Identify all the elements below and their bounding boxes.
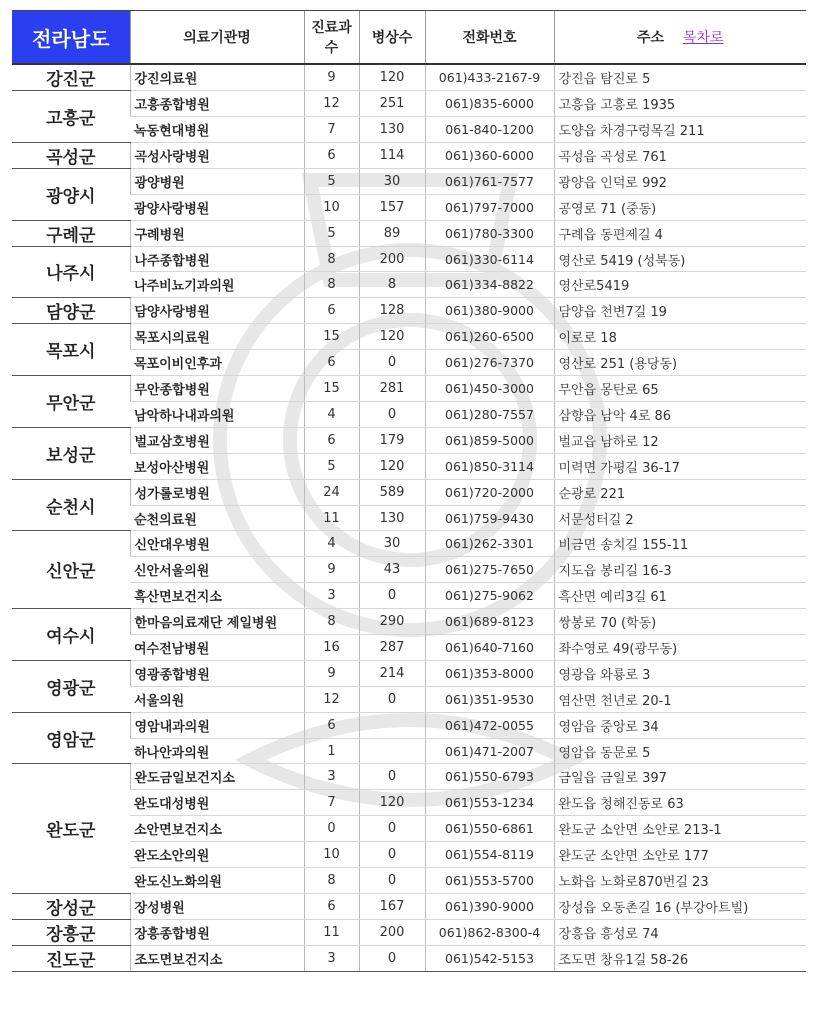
table-row	[12, 505, 806, 531]
phone-cell: 061)720-2000	[425, 479, 554, 505]
table-header-row	[12, 11, 806, 65]
departments-cell: 12	[304, 686, 359, 712]
institution-name-cell: 보성아산병원	[130, 453, 304, 479]
header-departments: 진료과수	[304, 11, 359, 65]
institution-name-cell: 장성병원	[130, 893, 304, 919]
table-row	[12, 893, 806, 919]
beds-cell: 281	[359, 376, 425, 402]
address-cell: 미력면 가평길 36-17	[554, 453, 806, 479]
beds-cell: 0	[359, 583, 425, 609]
table-row	[12, 531, 806, 557]
phone-cell: 061)850-3114	[425, 453, 554, 479]
beds-cell	[359, 712, 425, 738]
departments-cell: 10	[304, 842, 359, 868]
institution-name-cell: 강진의료원	[130, 64, 304, 91]
phone-cell: 061)275-7650	[425, 557, 554, 583]
table-row	[12, 842, 806, 868]
hospital-list-sheet	[12, 10, 806, 972]
phone-cell: 061)780-3300	[425, 220, 554, 246]
header-beds: 병상수	[359, 11, 425, 65]
address-cell: 흑산면 예리3길 61	[554, 583, 806, 609]
beds-cell: 179	[359, 427, 425, 453]
region-cell: 신안군	[12, 531, 130, 609]
institution-name-cell: 담양사랑병원	[130, 298, 304, 324]
table-row	[12, 635, 806, 661]
address-cell: 영암읍 중앙로 34	[554, 712, 806, 738]
institution-name-cell: 영광종합병원	[130, 660, 304, 686]
phone-cell: 061)334-8822	[425, 272, 554, 298]
address-cell: 완도군 소안면 소안로 177	[554, 842, 806, 868]
departments-cell: 3	[304, 945, 359, 971]
table-row	[12, 298, 806, 324]
departments-cell: 6	[304, 142, 359, 168]
departments-cell: 5	[304, 453, 359, 479]
institution-name-cell: 남악하나내과의원	[130, 402, 304, 428]
departments-cell: 12	[304, 91, 359, 117]
address-cell: 완도읍 청해진동로 63	[554, 790, 806, 816]
address-cell: 삼향읍 남악 4로 86	[554, 402, 806, 428]
table-row	[12, 712, 806, 738]
table-row	[12, 91, 806, 117]
table-row	[12, 246, 806, 272]
address-cell: 공영로 71 (중동)	[554, 194, 806, 220]
departments-cell: 11	[304, 919, 359, 945]
departments-cell: 8	[304, 609, 359, 635]
phone-cell: 061)859-5000	[425, 427, 554, 453]
institution-name-cell: 완도대성병원	[130, 790, 304, 816]
table-row	[12, 376, 806, 402]
address-cell: 장흥읍 흥성로 74	[554, 919, 806, 945]
departments-cell: 6	[304, 298, 359, 324]
departments-cell: 3	[304, 764, 359, 790]
table-row	[12, 427, 806, 453]
address-cell: 좌수영로 49(광무동)	[554, 635, 806, 661]
departments-cell: 8	[304, 246, 359, 272]
institution-name-cell: 광양병원	[130, 168, 304, 194]
phone-cell: 061)554-8119	[425, 842, 554, 868]
institution-name-cell: 구례병원	[130, 220, 304, 246]
table-row	[12, 738, 806, 764]
departments-cell: 7	[304, 790, 359, 816]
departments-cell: 7	[304, 116, 359, 142]
beds-cell: 0	[359, 842, 425, 868]
address-cell: 장성읍 오동촌길 16 (부강아트빌)	[554, 893, 806, 919]
table-row	[12, 816, 806, 842]
institution-name-cell: 광양사랑병원	[130, 194, 304, 220]
beds-cell: 89	[359, 220, 425, 246]
beds-cell: 157	[359, 194, 425, 220]
table-row	[12, 64, 806, 91]
beds-cell: 43	[359, 557, 425, 583]
phone-cell: 061)759-9430	[425, 505, 554, 531]
phone-cell: 061)640-7160	[425, 635, 554, 661]
institution-name-cell: 고흥종합병원	[130, 91, 304, 117]
institution-name-cell: 벌교삼호병원	[130, 427, 304, 453]
institution-name-cell: 무안종합병원	[130, 376, 304, 402]
institution-name-cell: 목포이비인후과	[130, 350, 304, 376]
region-cell: 완도군	[12, 764, 130, 893]
region-cell: 보성군	[12, 427, 130, 479]
departments-cell: 4	[304, 531, 359, 557]
table-row	[12, 764, 806, 790]
departments-cell: 15	[304, 324, 359, 350]
departments-cell: 1	[304, 738, 359, 764]
departments-cell: 6	[304, 893, 359, 919]
phone-cell: 061-840-1200	[425, 116, 554, 142]
address-cell: 완도군 소안면 소안로 213-1	[554, 816, 806, 842]
departments-cell: 24	[304, 479, 359, 505]
table-row	[12, 350, 806, 376]
beds-cell: 290	[359, 609, 425, 635]
address-cell: 염산면 천년로 20-1	[554, 686, 806, 712]
departments-cell: 4	[304, 402, 359, 428]
departments-cell: 6	[304, 427, 359, 453]
departments-cell: 8	[304, 868, 359, 894]
beds-cell: 0	[359, 350, 425, 376]
address-cell: 금일읍 금일로 397	[554, 764, 806, 790]
departments-cell: 10	[304, 194, 359, 220]
table-row	[12, 479, 806, 505]
table-row	[12, 660, 806, 686]
header-address	[554, 11, 806, 65]
departments-cell: 5	[304, 220, 359, 246]
region-cell: 장흥군	[12, 919, 130, 945]
phone-cell: 061)689-8123	[425, 609, 554, 635]
institution-name-cell: 서울의원	[130, 686, 304, 712]
institution-name-cell: 목포시의료원	[130, 324, 304, 350]
table-row	[12, 583, 806, 609]
institution-name-cell: 나주종합병원	[130, 246, 304, 272]
beds-cell: 0	[359, 764, 425, 790]
address-cell: 쌍봉로 70 (학동)	[554, 609, 806, 635]
departments-cell: 11	[304, 505, 359, 531]
institution-name-cell: 장흥종합병원	[130, 919, 304, 945]
beds-cell: 120	[359, 790, 425, 816]
address-cell: 강진읍 탐진로 5	[554, 64, 806, 91]
address-cell: 담양읍 천변7길 19	[554, 298, 806, 324]
phone-cell: 061)550-6861	[425, 816, 554, 842]
beds-cell: 114	[359, 142, 425, 168]
region-cell: 곡성군	[12, 142, 130, 168]
institution-name-cell: 하나안과의원	[130, 738, 304, 764]
beds-cell: 0	[359, 686, 425, 712]
address-cell: 무안읍 몽탄로 65	[554, 376, 806, 402]
beds-cell	[359, 738, 425, 764]
hospital-table	[12, 10, 806, 972]
address-cell: 서문성터길 2	[554, 505, 806, 531]
phone-cell: 061)380-9000	[425, 298, 554, 324]
phone-cell: 061)450-3000	[425, 376, 554, 402]
table-row	[12, 116, 806, 142]
departments-cell: 0	[304, 816, 359, 842]
departments-cell: 9	[304, 64, 359, 91]
table-row	[12, 324, 806, 350]
institution-name-cell: 신안대우병원	[130, 531, 304, 557]
beds-cell: 30	[359, 168, 425, 194]
beds-cell: 8	[359, 272, 425, 298]
beds-cell: 130	[359, 505, 425, 531]
table-row	[12, 168, 806, 194]
beds-cell: 200	[359, 919, 425, 945]
phone-cell: 061)330-6114	[425, 246, 554, 272]
beds-cell: 120	[359, 64, 425, 91]
institution-name-cell: 영암내과의원	[130, 712, 304, 738]
region-cell: 담양군	[12, 298, 130, 324]
beds-cell: 0	[359, 402, 425, 428]
address-cell: 영산로 251 (용당동)	[554, 350, 806, 376]
beds-cell: 130	[359, 116, 425, 142]
header-institution-name: 의료기관명	[130, 11, 304, 65]
phone-cell: 061)862-8300-4	[425, 919, 554, 945]
table-row	[12, 868, 806, 894]
address-cell: 조도면 창유1길 58-26	[554, 945, 806, 971]
departments-cell: 6	[304, 350, 359, 376]
departments-cell: 5	[304, 168, 359, 194]
beds-cell: 128	[359, 298, 425, 324]
address-cell: 이로로 18	[554, 324, 806, 350]
phone-cell: 061)433-2167-9	[425, 64, 554, 91]
region-cell: 여수시	[12, 609, 130, 661]
phone-cell: 061)550-6793	[425, 764, 554, 790]
phone-cell: 061)797-7000	[425, 194, 554, 220]
phone-cell: 061)472-0055	[425, 712, 554, 738]
address-cell: 노화읍 노화로870번길 23	[554, 868, 806, 894]
phone-cell: 061)471-2007	[425, 738, 554, 764]
region-cell: 순천시	[12, 479, 130, 531]
institution-name-cell: 흑산면보건지소	[130, 583, 304, 609]
departments-cell: 8	[304, 272, 359, 298]
table-row	[12, 557, 806, 583]
table-row	[12, 790, 806, 816]
beds-cell: 287	[359, 635, 425, 661]
departments-cell: 16	[304, 635, 359, 661]
phone-cell: 061)761-7577	[425, 168, 554, 194]
beds-cell: 120	[359, 324, 425, 350]
beds-cell: 120	[359, 453, 425, 479]
table-row	[12, 686, 806, 712]
address-cell: 고흥읍 고흥로 1935	[554, 91, 806, 117]
table-row	[12, 453, 806, 479]
phone-cell: 061)390-9000	[425, 893, 554, 919]
institution-name-cell: 나주비뇨기과의원	[130, 272, 304, 298]
header-phone: 전화번호	[425, 11, 554, 65]
table-row	[12, 194, 806, 220]
address-cell: 광양읍 인덕로 992	[554, 168, 806, 194]
address-cell: 영광읍 와룡로 3	[554, 660, 806, 686]
phone-cell: 061)276-7370	[425, 350, 554, 376]
institution-name-cell: 완도신노화의원	[130, 868, 304, 894]
phone-cell: 061)275-9062	[425, 583, 554, 609]
table-row	[12, 402, 806, 428]
region-cell: 광양시	[12, 168, 130, 220]
address-cell: 영산로 5419 (성북동)	[554, 246, 806, 272]
table-row	[12, 142, 806, 168]
institution-name-cell: 성가롤로병원	[130, 479, 304, 505]
region-cell: 고흥군	[12, 91, 130, 143]
table-row	[12, 220, 806, 246]
address-cell: 영산로5419	[554, 272, 806, 298]
phone-cell: 061)360-6000	[425, 142, 554, 168]
phone-cell: 061)542-5153	[425, 945, 554, 971]
header-address-label: 주소	[636, 30, 665, 46]
address-cell: 영암읍 동문로 5	[554, 738, 806, 764]
phone-cell: 061)351-9530	[425, 686, 554, 712]
address-cell: 비금면 송치길 155-11	[554, 531, 806, 557]
beds-cell: 0	[359, 945, 425, 971]
beds-cell: 251	[359, 91, 425, 117]
institution-name-cell: 순천의료원	[130, 505, 304, 531]
phone-cell: 061)553-5700	[425, 868, 554, 894]
address-cell: 구례읍 동편제길 4	[554, 220, 806, 246]
region-cell: 목포시	[12, 324, 130, 376]
region-cell: 강진군	[12, 64, 130, 91]
region-cell: 무안군	[12, 376, 130, 428]
beds-cell: 0	[359, 868, 425, 894]
address-cell: 곡성읍 곡성로 761	[554, 142, 806, 168]
institution-name-cell: 소안면보건지소	[130, 816, 304, 842]
phone-cell: 061)260-6500	[425, 324, 554, 350]
institution-name-cell: 완도금일보건지소	[130, 764, 304, 790]
departments-cell: 9	[304, 660, 359, 686]
province-title: 전라남도	[12, 11, 130, 65]
beds-cell: 214	[359, 660, 425, 686]
address-cell: 지도읍 봉리길 16-3	[554, 557, 806, 583]
region-cell: 나주시	[12, 246, 130, 298]
institution-name-cell: 녹동현대병원	[130, 116, 304, 142]
beds-cell: 589	[359, 479, 425, 505]
institution-name-cell: 신안서울의원	[130, 557, 304, 583]
departments-cell: 3	[304, 583, 359, 609]
table-row	[12, 272, 806, 298]
phone-cell: 061)553-1234	[425, 790, 554, 816]
departments-cell: 15	[304, 376, 359, 402]
table-row	[12, 919, 806, 945]
region-cell: 영광군	[12, 660, 130, 712]
address-cell: 벌교읍 남하로 12	[554, 427, 806, 453]
departments-cell: 6	[304, 712, 359, 738]
phone-cell: 061)262-3301	[425, 531, 554, 557]
address-cell: 도양읍 차경구렁목길 211	[554, 116, 806, 142]
beds-cell: 0	[359, 816, 425, 842]
table-row	[12, 945, 806, 971]
toc-link[interactable]: 목차로	[682, 30, 724, 46]
table-body	[12, 64, 806, 971]
phone-cell: 061)353-8000	[425, 660, 554, 686]
address-cell: 순광로 221	[554, 479, 806, 505]
table-row	[12, 609, 806, 635]
region-cell: 구례군	[12, 220, 130, 246]
region-cell: 장성군	[12, 893, 130, 919]
institution-name-cell: 완도소안의원	[130, 842, 304, 868]
departments-cell: 9	[304, 557, 359, 583]
beds-cell: 200	[359, 246, 425, 272]
beds-cell: 167	[359, 893, 425, 919]
institution-name-cell: 한마음의료재단 제일병원	[130, 609, 304, 635]
institution-name-cell: 곡성사랑병원	[130, 142, 304, 168]
institution-name-cell: 조도면보건지소	[130, 945, 304, 971]
phone-cell: 061)835-6000	[425, 91, 554, 117]
phone-cell: 061)280-7557	[425, 402, 554, 428]
institution-name-cell: 여수전남병원	[130, 635, 304, 661]
beds-cell: 30	[359, 531, 425, 557]
region-cell: 영암군	[12, 712, 130, 764]
region-cell: 진도군	[12, 945, 130, 971]
